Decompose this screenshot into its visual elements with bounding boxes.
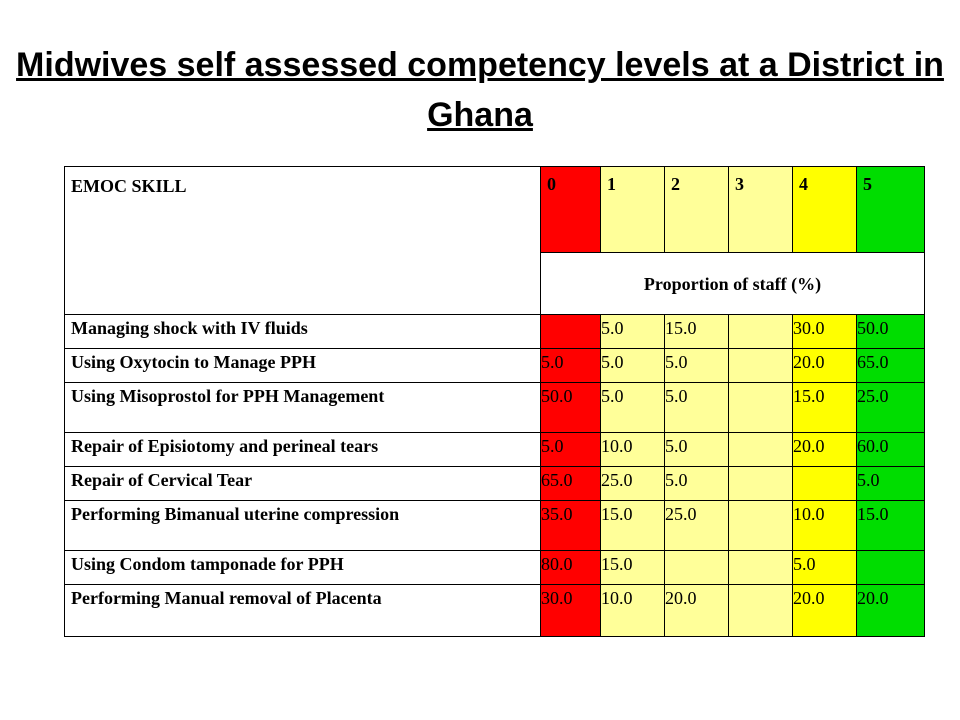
value-cell-level-3 [729,585,793,637]
level-header-1: 1 [601,167,665,253]
value-cell-level-3 [729,315,793,349]
value-cell-level-1: 5.0 [601,315,665,349]
skill-name: Performing Manual removal of Placenta [65,585,541,637]
value-cell-level-1: 10.0 [601,585,665,637]
level-header-5: 5 [857,167,925,253]
value-cell-level-2: 25.0 [665,501,729,551]
skill-name: Performing Bimanual uterine compression [65,501,541,551]
value-cell-level-5 [857,551,925,585]
table-row [65,315,925,349]
value-cell-level-4: 20.0 [793,585,857,637]
value-cell-level-4: 5.0 [793,551,857,585]
value-cell-level-0: 30.0 [541,585,601,637]
value-cell-level-2: 20.0 [665,585,729,637]
value-cell-level-1: 5.0 [601,383,665,433]
header-row [65,167,925,253]
value-cell-level-3 [729,383,793,433]
skill-header: EMOC SKILL [65,167,541,315]
competency-table [64,166,925,637]
value-cell-level-1: 25.0 [601,467,665,501]
value-cell-level-2: 15.0 [665,315,729,349]
value-cell-level-4: 20.0 [793,433,857,467]
table-row [65,433,925,467]
value-cell-level-4: 20.0 [793,349,857,383]
value-cell-level-5: 60.0 [857,433,925,467]
level-header-0: 0 [541,167,601,253]
table-row [65,501,925,551]
value-cell-level-0 [541,315,601,349]
value-cell-level-0: 35.0 [541,501,601,551]
value-cell-level-0: 5.0 [541,433,601,467]
skill-name: Repair of Episiotomy and perineal tears [65,433,541,467]
skill-name: Using Oxytocin to Manage PPH [65,349,541,383]
table-row [65,467,925,501]
value-cell-level-5: 50.0 [857,315,925,349]
value-cell-level-5: 15.0 [857,501,925,551]
value-cell-level-5: 25.0 [857,383,925,433]
skill-name: Using Condom tamponade for PPH [65,551,541,585]
value-cell-level-1: 5.0 [601,349,665,383]
value-cell-level-2: 5.0 [665,349,729,383]
table-row [65,383,925,433]
value-cell-level-0: 80.0 [541,551,601,585]
skill-name: Repair of Cervical Tear [65,467,541,501]
value-cell-level-2: 5.0 [665,467,729,501]
value-cell-level-4 [793,467,857,501]
value-cell-level-2: 5.0 [665,383,729,433]
value-cell-level-5: 20.0 [857,585,925,637]
skill-name: Using Misoprostol for PPH Management [65,383,541,433]
value-cell-level-2: 5.0 [665,433,729,467]
value-cell-level-4: 15.0 [793,383,857,433]
value-cell-level-3 [729,501,793,551]
level-header-4: 4 [793,167,857,253]
value-cell-level-3 [729,433,793,467]
value-cell-level-3 [729,467,793,501]
value-cell-level-1: 15.0 [601,551,665,585]
skill-name: Managing shock with IV fluids [65,315,541,349]
value-cell-level-0: 65.0 [541,467,601,501]
proportion-subheader: Proportion of staff (%) [541,253,925,315]
value-cell-level-1: 10.0 [601,433,665,467]
value-cell-level-1: 15.0 [601,501,665,551]
value-cell-level-0: 50.0 [541,383,601,433]
page-title: Midwives self assessed competency levels at a District in Ghana [16,46,944,134]
value-cell-level-0: 5.0 [541,349,601,383]
value-cell-level-3 [729,551,793,585]
value-cell-level-4: 30.0 [793,315,857,349]
value-cell-level-5: 65.0 [857,349,925,383]
table-row [65,551,925,585]
value-cell-level-4: 10.0 [793,501,857,551]
table-row [65,585,925,637]
table-row [65,349,925,383]
level-header-3: 3 [729,167,793,253]
value-cell-level-5: 5.0 [857,467,925,501]
value-cell-level-2 [665,551,729,585]
value-cell-level-3 [729,349,793,383]
level-header-2: 2 [665,167,729,253]
